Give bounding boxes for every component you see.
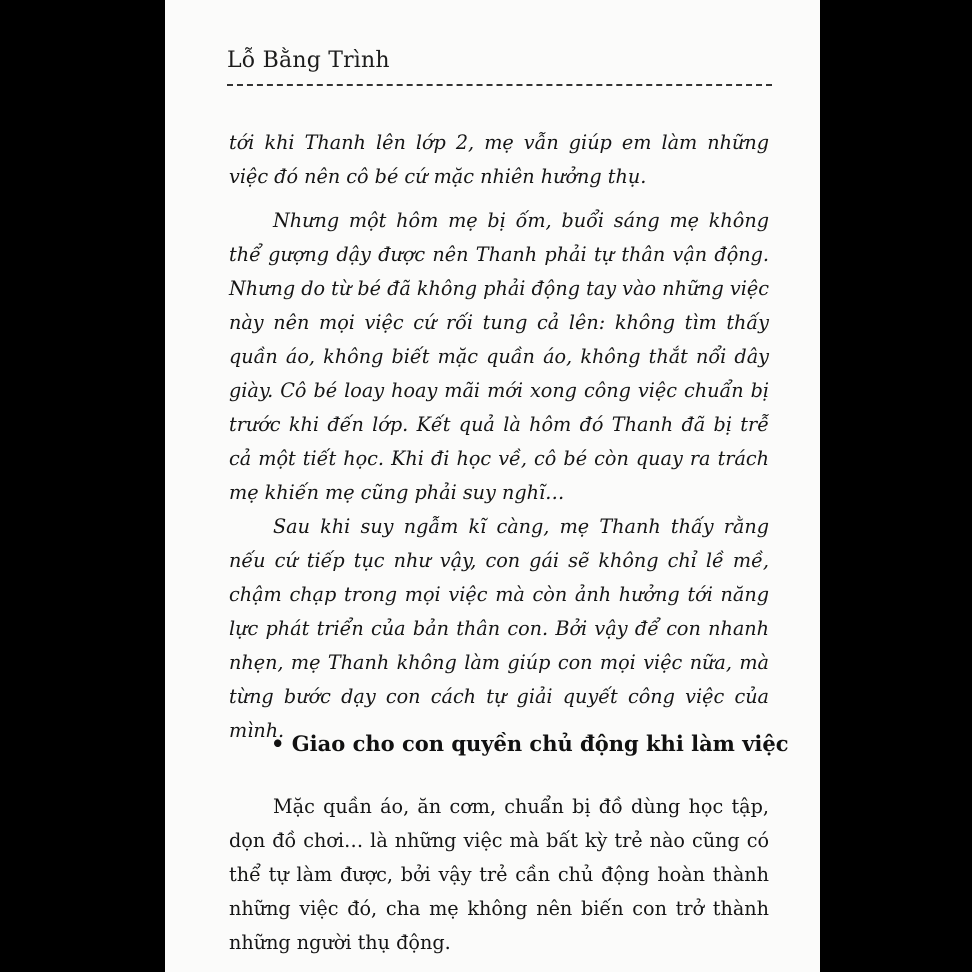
section-heading: • Giao cho con quyền chủ động khi làm việc xyxy=(271,731,789,756)
paragraph-3: Sau khi suy ngẫm kĩ càng, mẹ Thanh thấy rằng nếu cứ tiếp tục như vậy, con gái sẽ không chỉ lề mề, chậm chạp trong mọi việc mà còn ảnh hưởng tới năng lực phát triển của bản thân con. Bởi vậy để con nhanh nhẹn, mẹ Thanh không làm giúp con mọi việc nữa, mà từng bước dạy con cách tự giải quyết công việc của mình. xyxy=(229,515,769,742)
header-dashed-rule xyxy=(227,84,772,86)
book-page xyxy=(165,0,820,972)
running-head: Lỗ Bằng Trình xyxy=(227,48,390,73)
paragraph-2: Nhưng một hôm mẹ bị ốm, buổi sáng mẹ không thể gượng dậy được nên Thanh phải tự thân vận động. Nhưng do từ bé đã không phải động tay vào những việc này nên mọi việc cứ rối tung cả lên: không tìm thấy quần áo, không biết mặc quần áo, không thắt nổi dây giày. Cô bé loay hoay mãi mới xong công việc chuẩn bị trước khi đến lớp. Kết quả là hôm đó Thanh đã bị trễ cả một tiết học. Khi đi học về, cô bé còn quay ra trách mẹ khiến mẹ cũng phải suy nghĩ… xyxy=(229,209,769,504)
body-paragraph: Mặc quần áo, ăn cơm, chuẩn bị đồ dùng học tập, dọn đồ chơi… là những việc mà bất kỳ trẻ nào cũng có thể tự làm được, bởi vậy trẻ cần chủ động hoàn thành những việc đó, cha mẹ không nên biến con trở thành những người thụ động. xyxy=(229,795,769,954)
paragraph-1: tới khi Thanh lên lớp 2, mẹ vẫn giúp em làm những việc đó nên cô bé cứ mặc nhiên hưởng thụ. xyxy=(229,131,769,188)
